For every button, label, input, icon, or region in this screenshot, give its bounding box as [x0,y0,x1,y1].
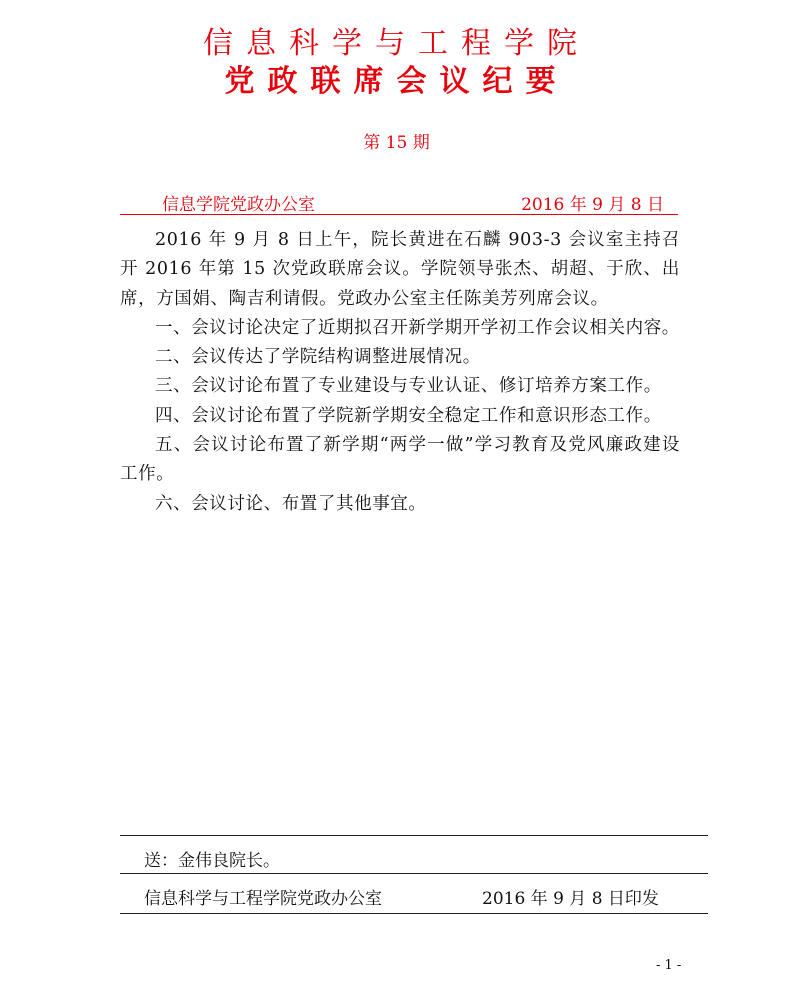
paragraph-item-1: 一、会议讨论决定了近期拟召开新学期开学初工作会议相关内容。 [155,317,680,338]
footer-issuer: 信息科学与工程学院党政办公室 [144,889,382,909]
page-number: - 1 - [656,958,682,973]
footer-bottom-rule [120,913,708,914]
document-type-title: 党政联席会议纪要 [224,64,569,99]
paragraph-item-2: 二、会议传达了学院结构调整进展情况。 [155,347,481,368]
paragraph-item-5: 五、会议讨论布置了新学期“两学一做”学习教育及党风廉政建设工作。 [120,435,680,485]
footer-middle-rule [120,873,708,874]
issuer-header [120,190,678,215]
paragraph-item-3: 三、会议讨论布置了专业建设与专业认证、修订培养方案工作。 [155,376,662,397]
header-office: 信息学院党政办公室 [162,195,315,215]
footer-issue-date: 2016 年 9 月 8 日印发 [482,889,659,909]
institution-title: 信息科学与工程学院 [203,26,590,61]
send-to: 送：金伟良院长。 [144,851,280,871]
header-date: 2016 年 9 月 8 日 [521,195,664,215]
issue-number: 第 15 期 [363,133,430,153]
paragraph-item-6: 六、会议讨论、布置了其他事宜。 [155,493,427,514]
paragraph-intro: 2016 年 9 月 8 日上午，院长黄进在石麟 903-3 会议室主持召开 2016 年第 15 次党政联席会议。学院领导张杰、胡超、于欣、出席，方国娟、陶吉利请假。党政办公室主任陈美芳列席会议。 [120,230,680,309]
minutes-body [120,226,680,519]
footer-top-rule [120,835,708,836]
paragraph-item-4: 四、会议讨论布置了学院新学期安全稳定工作和意识形态工作。 [155,405,662,426]
